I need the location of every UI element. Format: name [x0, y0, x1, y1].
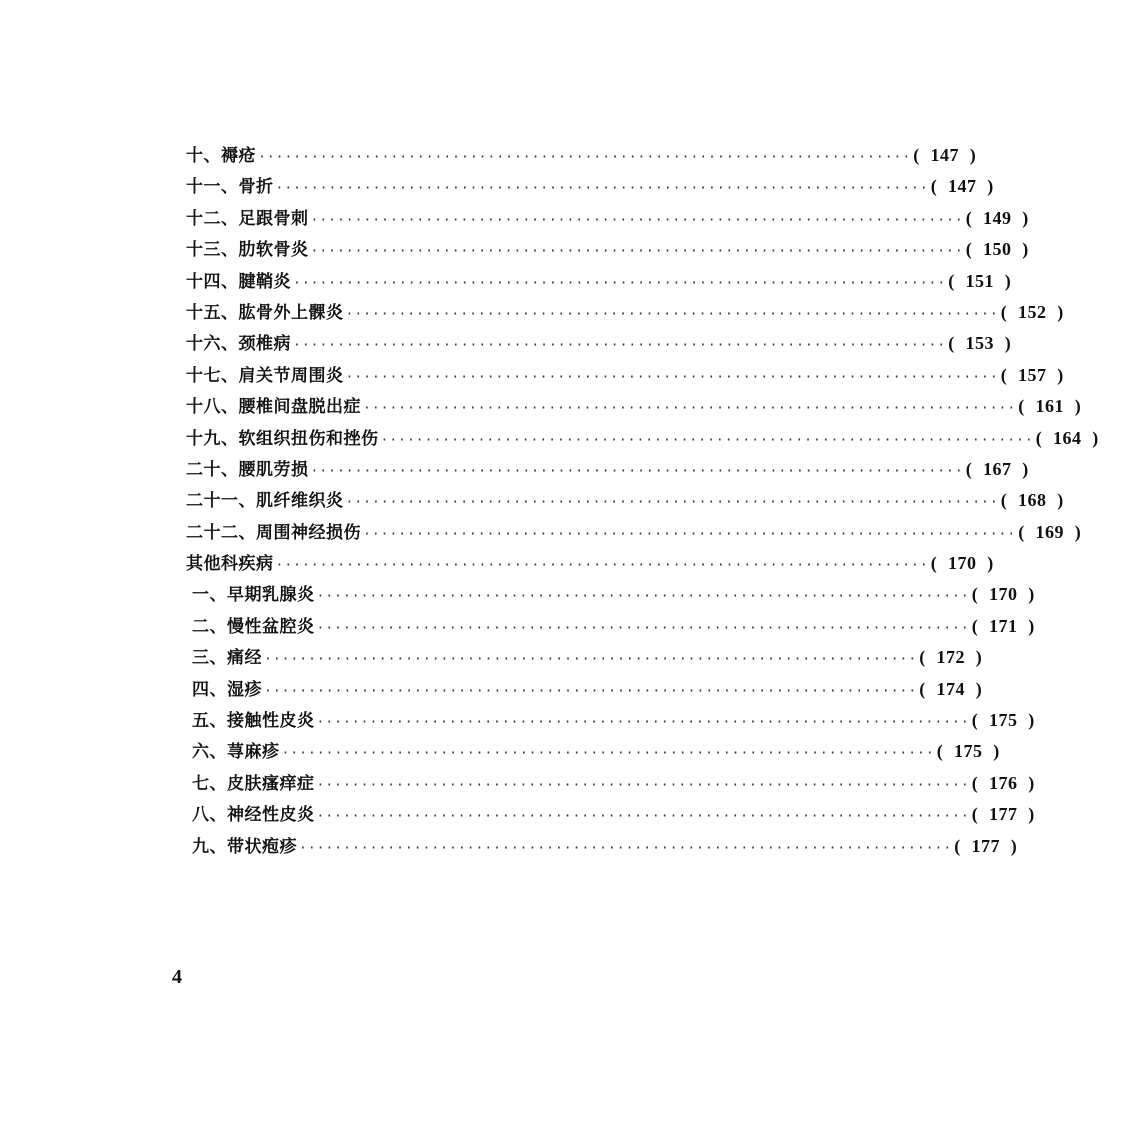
toc-entry-page: ( 169 ) — [1018, 517, 1104, 548]
dot-leader: ·········································································· — [345, 306, 999, 322]
toc-entry — [186, 266, 1012, 297]
toc-entry-page: ( 170 ) — [931, 548, 1017, 579]
toc-entry — [186, 768, 1035, 799]
toc-entry-title: 十九、软组织扭伤和挫伤 — [186, 428, 379, 449]
page-number: 171 — [988, 615, 1018, 636]
toc-entry — [186, 391, 1082, 422]
table-of-contents — [186, 140, 1099, 862]
page-number: 176 — [988, 772, 1018, 793]
toc-entry-title: 十八、腰椎间盘脱出症 — [186, 397, 361, 418]
toc-entry-title: 二、慢性盆腔炎 — [192, 616, 315, 637]
dot-leader: ·········································································· — [281, 746, 935, 762]
toc-entry-page: ( 164 ) — [1036, 423, 1122, 454]
page-number: 168 — [1017, 490, 1047, 511]
dot-leader: ·········································································· — [293, 275, 947, 291]
toc-entry — [186, 171, 994, 202]
page-number: 150 — [982, 239, 1012, 260]
toc-entry-page: ( 168 ) — [1001, 485, 1087, 516]
toc-entry-page: ( 172 ) — [919, 642, 1005, 673]
toc-entry — [186, 736, 1000, 767]
toc-entry-title: 二十二、周围神经损伤 — [186, 522, 361, 543]
toc-entry-page: ( 170 ) — [972, 579, 1058, 610]
page-number: 149 — [982, 207, 1012, 228]
toc-entry — [186, 579, 1035, 610]
toc-entry-page: ( 177 ) — [954, 831, 1040, 862]
dot-leader: ·········································································· — [275, 181, 929, 197]
toc-entry-title: 十二、足跟骨刺 — [186, 208, 309, 229]
toc-section-heading — [186, 548, 994, 579]
dot-leader: ·········································································· — [380, 432, 1034, 448]
toc-entry-page: ( 176 ) — [972, 768, 1058, 799]
toc-entry — [186, 674, 983, 705]
dot-leader: ·········································································· — [310, 463, 964, 479]
toc-entry-title: 四、湿疹 — [192, 679, 262, 700]
toc-entry-title: 二十一、肌纤维织炎 — [186, 491, 344, 512]
toc-entry-page: ( 157 ) — [1001, 360, 1087, 391]
toc-entry-title: 十四、腱鞘炎 — [186, 271, 291, 292]
toc-entry-page: ( 151 ) — [948, 266, 1034, 297]
toc-entry — [186, 360, 1064, 391]
toc-entry-page: ( 147 ) — [913, 140, 999, 171]
footer-page-number: 4 — [172, 966, 182, 988]
dot-leader: ·········································································· — [258, 150, 912, 165]
toc-entry — [186, 203, 1029, 234]
page-number: 170 — [947, 553, 977, 574]
toc-entry — [186, 454, 1029, 485]
toc-entry — [186, 642, 983, 673]
toc-entry-title: 十七、肩关节周围炎 — [186, 365, 344, 386]
dot-leader: ·········································································· — [345, 369, 999, 385]
toc-entry-title: 十六、颈椎病 — [186, 334, 291, 355]
toc-entry-title: 五、接触性皮炎 — [192, 711, 315, 732]
toc-entry — [186, 485, 1064, 516]
toc-entry-page: ( 174 ) — [919, 674, 1005, 705]
toc-entry-page: ( 167 ) — [966, 454, 1052, 485]
toc-entry — [186, 705, 1035, 736]
toc-entry-page: ( 149 ) — [966, 203, 1052, 234]
toc-entry-title: 十五、肱骨外上髁炎 — [186, 302, 344, 323]
toc-entry-title: 三、痛经 — [192, 648, 262, 669]
dot-leader: ·········································································· — [275, 558, 929, 574]
dot-leader: ·········································································· — [299, 840, 953, 856]
toc-entry — [186, 517, 1082, 548]
toc-entry-page: ( 153 ) — [948, 328, 1034, 359]
page-number: 175 — [953, 741, 983, 762]
page-number: 151 — [965, 270, 994, 291]
toc-entry-title: 一、早期乳腺炎 — [192, 585, 315, 606]
toc-entry-page: ( 171 ) — [972, 611, 1058, 642]
toc-entry — [186, 423, 1099, 454]
toc-entry — [186, 611, 1035, 642]
toc-entry — [186, 328, 1012, 359]
page-number: 170 — [988, 584, 1018, 605]
page-number: 169 — [1035, 521, 1064, 542]
page-number: 167 — [982, 458, 1012, 479]
page-number: 175 — [988, 710, 1018, 731]
dot-leader: ·········································································· — [310, 212, 964, 228]
toc-entry-page: ( 152 ) — [1001, 297, 1087, 328]
toc-entry-title: 其他科疾病 — [186, 554, 274, 575]
toc-entry-title: 八、神经性皮炎 — [192, 805, 315, 826]
dot-leader: ·········································································· — [345, 495, 999, 511]
page-number: 153 — [965, 333, 994, 354]
page-number: 157 — [1017, 364, 1047, 385]
toc-entry-title: 十、褥疮 — [186, 146, 256, 166]
dot-leader: ·········································································· — [363, 401, 1017, 417]
toc-entry-title: 九、带状疱疹 — [192, 836, 297, 857]
toc-entry-page: ( 175 ) — [937, 736, 1023, 767]
dot-leader: ·········································································· — [316, 620, 970, 636]
dot-leader: ·········································································· — [310, 244, 964, 260]
page-number: 177 — [971, 835, 1000, 856]
toc-entry-page: ( 150 ) — [966, 234, 1052, 265]
toc-entry-page: ( 177 ) — [972, 799, 1058, 830]
toc-entry — [186, 799, 1035, 830]
dot-leader: ·········································································· — [363, 526, 1017, 542]
toc-entry — [186, 831, 1018, 862]
toc-entry — [186, 140, 977, 171]
dot-leader: ·········································································· — [316, 809, 970, 825]
page-number: 164 — [1052, 427, 1082, 448]
dot-leader: ·········································································· — [293, 338, 947, 354]
dot-leader: ·········································································· — [316, 589, 970, 605]
toc-entry — [186, 234, 1029, 265]
toc-entry-page: ( 147 ) — [931, 171, 1017, 202]
toc-entry-title: 七、皮肤瘙痒症 — [192, 773, 315, 794]
toc-entry-page: ( 161 ) — [1018, 391, 1104, 422]
page-number: 152 — [1017, 301, 1047, 322]
page-number: 147 — [930, 145, 959, 165]
toc-entry — [186, 297, 1064, 328]
toc-entry-title: 十一、骨折 — [186, 177, 274, 198]
page-number: 174 — [936, 678, 965, 699]
dot-leader: ·········································································· — [264, 683, 918, 699]
page-number: 172 — [936, 647, 965, 668]
dot-leader: ·········································································· — [316, 715, 970, 731]
page-number: 161 — [1035, 396, 1064, 417]
page-number: 177 — [988, 804, 1018, 825]
page-number: 147 — [947, 176, 977, 197]
toc-entry-title: 十三、肋软骨炎 — [186, 240, 309, 261]
dot-leader: ·········································································· — [264, 652, 918, 668]
toc-entry-page: ( 175 ) — [972, 705, 1058, 736]
toc-entry-title: 二十、腰肌劳损 — [186, 459, 309, 480]
toc-entry-title: 六、荨麻疹 — [192, 742, 280, 763]
dot-leader: ·········································································· — [316, 777, 970, 793]
